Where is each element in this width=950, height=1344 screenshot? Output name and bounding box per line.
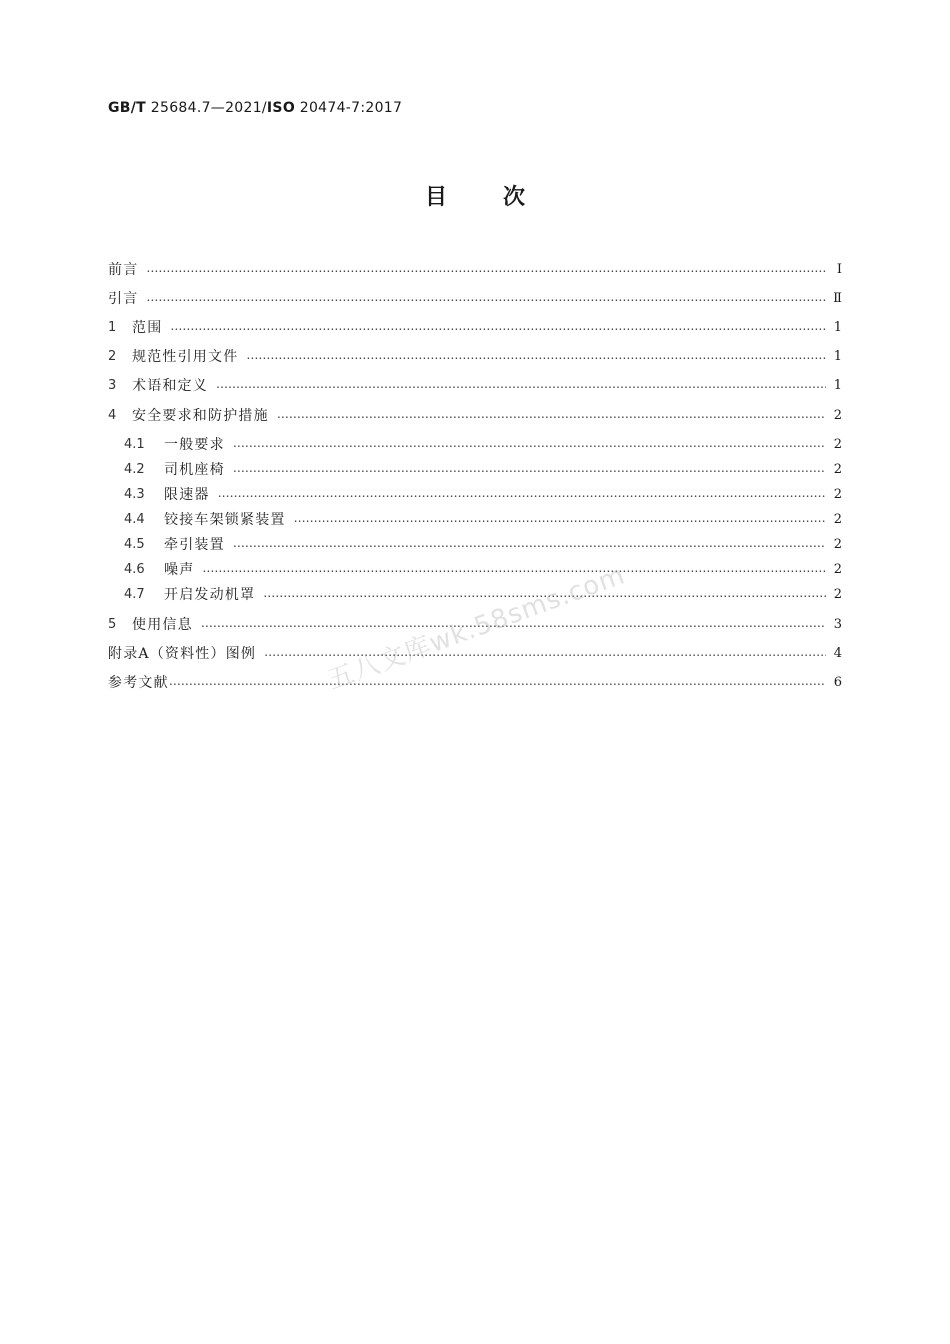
toc-number: 3 <box>108 378 117 393</box>
toc-page: 2 <box>833 487 842 502</box>
iso-number: 20474-7:2017 <box>295 100 403 116</box>
leader-dots <box>218 483 826 503</box>
toc-entry-information-for-use[interactable] <box>108 615 842 635</box>
toc-page: 2 <box>833 408 842 423</box>
leader-dots <box>233 533 826 553</box>
toc-page: 2 <box>833 512 842 527</box>
toc-entry-articulated-frame-lock[interactable] <box>124 510 842 530</box>
toc-page: 2 <box>833 587 842 602</box>
toc-page: Ⅰ <box>836 262 842 277</box>
toc-number: 5 <box>108 617 117 632</box>
toc-entry-bibliography[interactable] <box>108 673 842 693</box>
watermark: 五八文库wk.58sms.com <box>324 560 630 696</box>
leader-dots <box>246 345 826 365</box>
toc-label: 规范性引用文件 <box>132 349 239 365</box>
toc-entry-annex-a[interactable] <box>108 644 842 664</box>
standard-number: 25684.7—2021/ <box>146 100 267 116</box>
toc-entry-scope[interactable] <box>108 318 842 338</box>
toc-page: 1 <box>833 320 842 335</box>
toc-label: 铰接车架锁紧装置 <box>164 512 286 528</box>
leader-dots <box>170 316 826 336</box>
leader-dots <box>294 508 826 528</box>
leader-dots <box>201 613 826 633</box>
toc-entry-engine-hood[interactable] <box>124 585 842 605</box>
leader-dots <box>263 583 826 603</box>
toc-label: 噪声 <box>164 562 195 578</box>
toc-label: 牵引装置 <box>164 537 225 553</box>
toc-number: 2 <box>108 349 117 364</box>
toc-page: 2 <box>833 537 842 552</box>
toc-label: 前言 <box>108 262 139 278</box>
toc-entry-speed-limiter[interactable] <box>124 485 842 505</box>
toc-label: 司机座椅 <box>164 462 225 478</box>
toc-number: 4 <box>108 408 117 423</box>
leader-dots <box>277 404 826 424</box>
toc-label: 使用信息 <box>132 617 193 633</box>
leader-dots <box>264 642 826 662</box>
toc-label: 参考文献 <box>108 675 169 691</box>
toc-entry-safety-requirements[interactable] <box>108 406 842 426</box>
toc-label: 范围 <box>132 320 163 336</box>
document-header <box>108 100 402 116</box>
toc-page: Ⅱ <box>833 291 842 306</box>
toc-page: 2 <box>833 562 842 577</box>
leader-dots <box>202 558 826 578</box>
toc-entry-noise[interactable] <box>124 560 842 580</box>
toc-entry-driver-seat[interactable] <box>124 460 842 480</box>
leader-dots <box>233 433 826 453</box>
iso-prefix: ISO <box>266 100 296 116</box>
leader-dots <box>216 374 826 394</box>
leader-dots <box>146 287 826 307</box>
leader-dots <box>146 258 826 278</box>
toc-number: 4.2 <box>124 462 145 477</box>
toc-entry-normative-references[interactable] <box>108 347 842 367</box>
toc-page: 2 <box>833 462 842 477</box>
leader-dots <box>233 458 826 478</box>
toc-label: 附录A（资料性）图例 <box>108 646 257 662</box>
toc-page: 1 <box>833 349 842 364</box>
toc-label: 安全要求和防护措施 <box>132 408 269 424</box>
page-title <box>0 180 950 211</box>
toc-entry-towing-device[interactable] <box>124 535 842 555</box>
toc-number: 4.1 <box>124 437 145 452</box>
toc-entry-general-requirements[interactable] <box>124 435 842 455</box>
toc-page: 4 <box>833 646 842 661</box>
toc-label: 引言 <box>108 291 139 307</box>
toc-number: 4.6 <box>124 562 145 577</box>
toc-number: 1 <box>108 320 117 335</box>
toc-label: 一般要求 <box>164 437 225 453</box>
standard-prefix: GB/T <box>108 100 147 116</box>
toc-page: 2 <box>833 437 842 452</box>
toc-page: 3 <box>833 617 842 632</box>
toc-number: 4.3 <box>124 487 145 502</box>
toc-number: 4.5 <box>124 537 145 552</box>
toc-entry-introduction[interactable] <box>108 289 842 309</box>
toc-number: 4.4 <box>124 512 145 527</box>
toc-label: 术语和定义 <box>132 378 208 394</box>
toc-number: 4.7 <box>124 587 145 602</box>
toc-label: 开启发动机罩 <box>164 587 256 603</box>
toc-label: 限速器 <box>164 487 210 503</box>
title-char-2: 次 <box>503 185 526 210</box>
leader-dots <box>169 671 826 691</box>
toc-page: 6 <box>833 675 842 690</box>
toc-entry-terms-definitions[interactable] <box>108 376 842 396</box>
toc-page: 1 <box>833 378 842 393</box>
title-char-1: 目 <box>424 185 447 210</box>
toc-entry-foreword[interactable] <box>108 260 842 280</box>
